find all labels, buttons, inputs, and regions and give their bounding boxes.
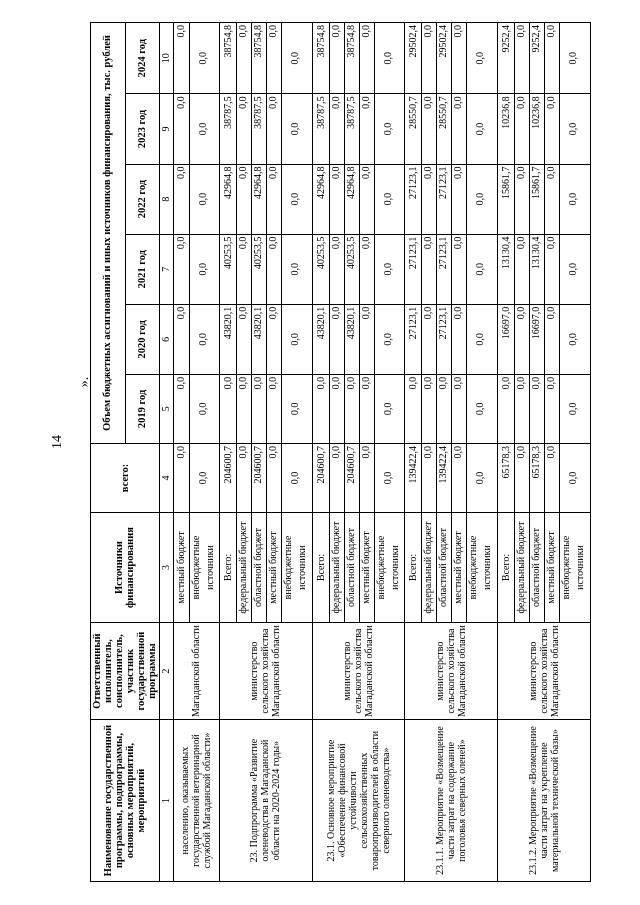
value-cell: 42964,8 <box>252 165 267 234</box>
value-cell: 0,0 <box>197 122 209 136</box>
value-cell: 0,0 <box>515 305 530 374</box>
value-cell: 27123,1 <box>407 165 422 234</box>
header-year-2021: 2021 год <box>125 234 160 304</box>
source-label: местный бюджет <box>452 513 467 622</box>
table-row <box>174 23 220 882</box>
column-number: 6 <box>160 304 174 374</box>
source-label: Всего: <box>407 513 422 622</box>
row-values-col-8 <box>498 164 591 234</box>
row-values-col-8 <box>312 164 405 234</box>
row-values-col-4 <box>219 443 312 512</box>
value-cell: 0,0 <box>422 94 437 163</box>
source-label: внебюджетные источники <box>190 535 216 600</box>
value-cell: 16697,0 <box>530 305 545 374</box>
value-cell: 0,0 <box>315 375 330 443</box>
value-cell: 0,0 <box>568 471 580 485</box>
row-sources <box>312 512 405 622</box>
value-cell: 0,0 <box>475 122 487 136</box>
value-cell: 0,0 <box>360 23 375 93</box>
value-cell: 29502,4 <box>437 23 452 93</box>
row-values-col-7 <box>219 234 312 304</box>
source-label: Всего: <box>315 513 330 622</box>
row-responsible: министерство сельского хозяйства Магаданской области <box>312 623 405 720</box>
row-values-col-9 <box>312 94 405 164</box>
value-cell: 10236,8 <box>530 94 545 163</box>
value-cell: 0,0 <box>382 192 394 206</box>
value-cell: 0,0 <box>500 375 515 443</box>
value-cell: 43820,1 <box>222 305 237 374</box>
value-cell: 65178,3 <box>530 444 545 512</box>
column-number: 4 <box>160 443 174 512</box>
value-cell: 0,0 <box>360 94 375 163</box>
value-cell: 27123,1 <box>437 305 452 374</box>
value-cell: 28550,7 <box>407 94 422 163</box>
row-values-col-8 <box>219 164 312 234</box>
source-label: федеральный бюджет <box>330 513 345 622</box>
source-label: внебюджетные источники <box>375 535 401 600</box>
value-cell: 0,0 <box>345 375 360 443</box>
value-cell: 0,0 <box>422 165 437 234</box>
source-label: внебюджетные источники <box>282 535 308 600</box>
table-row <box>405 23 498 882</box>
value-cell: 29502,4 <box>407 23 422 93</box>
value-cell: 43820,1 <box>315 305 330 374</box>
row-sources <box>405 512 498 622</box>
value-cell: 0,0 <box>452 375 467 443</box>
value-cell: 0,0 <box>197 333 209 346</box>
value-cell: 0,0 <box>515 94 530 163</box>
source-label: местный бюджет <box>360 513 375 622</box>
value-cell: 0,0 <box>422 444 437 512</box>
value-cell: 0,0 <box>452 235 467 304</box>
column-number: 3 <box>160 512 174 622</box>
source-label: федеральный бюджет <box>422 513 437 622</box>
value-cell: 0,0 <box>437 375 452 443</box>
value-cell: 0,0 <box>289 471 301 485</box>
value-cell: 0,0 <box>545 165 560 234</box>
value-cell: 0,0 <box>360 165 375 234</box>
value-cell: 0,0 <box>545 444 560 512</box>
row-values-col-6 <box>219 304 312 374</box>
value-cell: 0,0 <box>267 23 282 93</box>
value-cell: 204600,7 <box>345 444 360 512</box>
row-values-col-5 <box>174 374 220 443</box>
value-cell: 9252,4 <box>500 23 515 93</box>
value-cell: 0,0 <box>330 23 345 93</box>
row-values-col-5 <box>498 374 591 443</box>
value-cell: 0,0 <box>530 375 545 443</box>
value-cell: 13130,4 <box>530 235 545 304</box>
value-cell: 0,0 <box>475 192 487 206</box>
value-cell: 0,0 <box>237 165 252 234</box>
header-sources: Источники финансирования <box>91 512 160 622</box>
header-total: всего: <box>91 443 160 512</box>
row-values-col-4 <box>312 443 405 512</box>
value-cell: 40253,5 <box>345 235 360 304</box>
value-cell: 40253,5 <box>222 235 237 304</box>
value-cell: 0,0 <box>452 165 467 234</box>
row-values-col-4 <box>174 443 220 512</box>
value-cell: 0,0 <box>515 165 530 234</box>
value-cell: 27123,1 <box>407 305 422 374</box>
value-cell: 0,0 <box>175 444 190 512</box>
value-cell: 0,0 <box>475 262 487 276</box>
column-number: 2 <box>160 623 174 720</box>
value-cell: 0,0 <box>407 375 422 443</box>
row-values-col-10 <box>174 23 220 94</box>
column-number: 8 <box>160 164 174 234</box>
header-year-2023: 2023 год <box>125 94 160 164</box>
source-label: областной бюджет <box>252 513 267 622</box>
row-values-col-7 <box>498 234 591 304</box>
value-cell: 0,0 <box>475 51 487 65</box>
row-name: населению, оказываемых государственной ветеринарной службой Магаданской области» <box>174 720 220 882</box>
value-cell: 0,0 <box>289 51 301 65</box>
row-values-col-7 <box>312 234 405 304</box>
row-values-col-9 <box>498 94 591 164</box>
value-cell: 204600,7 <box>222 444 237 512</box>
budget-table <box>90 22 591 882</box>
row-sources <box>498 512 591 622</box>
value-cell: 0,0 <box>475 471 487 485</box>
row-values-col-4 <box>405 443 498 512</box>
value-cell: 15861,7 <box>500 165 515 234</box>
row-name: 23.1.2. Мероприятие «Возмещение части затрат на укрепление материальной технической базы» <box>498 720 591 882</box>
value-cell: 0,0 <box>267 444 282 512</box>
value-cell: 0,0 <box>568 192 580 206</box>
closing-mark: ». <box>77 376 92 388</box>
row-sources <box>174 512 220 622</box>
value-cell: 0,0 <box>289 192 301 206</box>
value-cell: 0,0 <box>422 305 437 374</box>
value-cell: 40253,5 <box>315 235 330 304</box>
row-values-col-8 <box>405 164 498 234</box>
value-cell: 0,0 <box>175 235 190 304</box>
source-label: областной бюджет <box>345 513 360 622</box>
value-cell: 0,0 <box>382 122 394 136</box>
source-label: местный бюджет <box>175 513 190 622</box>
row-values-col-10 <box>405 23 498 94</box>
source-label: областной бюджет <box>437 513 452 622</box>
value-cell: 0,0 <box>452 94 467 163</box>
row-values-col-7 <box>405 234 498 304</box>
header-volume: Объем бюджетных ассигнований и иных источников финансирования, тыс. рублей <box>91 23 126 444</box>
value-cell: 0,0 <box>545 235 560 304</box>
row-name: 23. Подпрограмма «Развитие оленеводства в Магаданской области на 2020-2024 годы» <box>219 720 312 882</box>
source-label: федеральный бюджет <box>515 513 530 622</box>
value-cell: 0,0 <box>515 444 530 512</box>
value-cell: 65178,3 <box>500 444 515 512</box>
value-cell: 13130,4 <box>500 235 515 304</box>
value-cell: 0,0 <box>360 305 375 374</box>
value-cell: 10236,8 <box>500 94 515 163</box>
value-cell: 0,0 <box>475 333 487 346</box>
value-cell: 0,0 <box>289 122 301 136</box>
value-cell: 38787,5 <box>222 94 237 163</box>
header-year-2019: 2019 год <box>125 374 160 443</box>
value-cell: 0,0 <box>545 305 560 374</box>
row-name: 23.1.1. Мероприятие «Возмещение части затрат на содержание поголовья северных оленей» <box>405 720 498 882</box>
row-values-col-10 <box>219 23 312 94</box>
value-cell: 38754,8 <box>252 23 267 93</box>
row-values-col-5 <box>405 374 498 443</box>
row-responsible: министерство сельского хозяйства Магаданской области <box>219 623 312 720</box>
value-cell: 0,0 <box>222 375 237 443</box>
value-cell: 0,0 <box>422 375 437 443</box>
value-cell: 0,0 <box>360 444 375 512</box>
row-values-col-9 <box>219 94 312 164</box>
value-cell: 0,0 <box>197 262 209 276</box>
value-cell: 42964,8 <box>315 165 330 234</box>
value-cell: 38787,5 <box>252 94 267 163</box>
value-cell: 0,0 <box>330 444 345 512</box>
row-responsible: министерство сельского хозяйства Магаданской области <box>405 623 498 720</box>
row-values-col-10 <box>312 23 405 94</box>
source-label: местный бюджет <box>545 513 560 622</box>
table-row <box>219 23 312 882</box>
value-cell: 0,0 <box>175 23 190 93</box>
value-cell: 0,0 <box>422 235 437 304</box>
value-cell: 0,0 <box>382 262 394 276</box>
source-label: Всего: <box>222 513 237 622</box>
value-cell: 0,0 <box>197 51 209 65</box>
value-cell: 0,0 <box>515 23 530 93</box>
value-cell: 27123,1 <box>407 235 422 304</box>
column-number-row <box>160 23 174 882</box>
value-cell: 0,0 <box>237 305 252 374</box>
value-cell: 204600,7 <box>315 444 330 512</box>
header-year-2022: 2022 год <box>125 164 160 234</box>
header-row-1 <box>91 23 126 882</box>
value-cell: 0,0 <box>330 305 345 374</box>
value-cell: 27123,1 <box>437 165 452 234</box>
value-cell: 0,0 <box>267 375 282 443</box>
value-cell: 0,0 <box>175 305 190 374</box>
row-name: 23.1. Основное мероприятие «Обеспечение финансовой устойчивости сельскохозяйственных товаропроизводителей в области северного оленеводства» <box>312 720 405 882</box>
value-cell: 0,0 <box>475 402 487 416</box>
value-cell: 0,0 <box>382 333 394 346</box>
value-cell: 0,0 <box>330 94 345 163</box>
value-cell: 0,0 <box>360 235 375 304</box>
value-cell: 0,0 <box>175 94 190 163</box>
row-values-col-5 <box>219 374 312 443</box>
header-name: Наименование государственной программы, подпрограммы, основных мероприятий, мероприятий <box>91 720 160 882</box>
value-cell: 0,0 <box>568 262 580 276</box>
value-cell: 0,0 <box>452 23 467 93</box>
value-cell: 0,0 <box>452 305 467 374</box>
value-cell: 0,0 <box>267 305 282 374</box>
table-row <box>312 23 405 882</box>
value-cell: 42964,8 <box>345 165 360 234</box>
value-cell: 0,0 <box>422 23 437 93</box>
value-cell: 38787,5 <box>315 94 330 163</box>
row-values-col-6 <box>174 304 220 374</box>
value-cell: 38754,8 <box>315 23 330 93</box>
value-cell: 43820,1 <box>345 305 360 374</box>
column-number: 5 <box>160 374 174 443</box>
row-responsible: министерство сельского хозяйства Магаданской области <box>498 623 591 720</box>
value-cell: 0,0 <box>382 471 394 485</box>
value-cell: 0,0 <box>175 165 190 234</box>
value-cell: 0,0 <box>330 235 345 304</box>
value-cell: 0,0 <box>237 375 252 443</box>
value-cell: 0,0 <box>252 375 267 443</box>
row-values-col-5 <box>312 374 405 443</box>
value-cell: 16697,0 <box>500 305 515 374</box>
value-cell: 0,0 <box>289 402 301 416</box>
source-label: областной бюджет <box>530 513 545 622</box>
row-values-col-7 <box>174 234 220 304</box>
value-cell: 38754,8 <box>222 23 237 93</box>
row-values-col-6 <box>498 304 591 374</box>
column-number: 1 <box>160 720 174 882</box>
source-label: внебюджетные источники <box>561 535 587 600</box>
value-cell: 43820,1 <box>252 305 267 374</box>
value-cell: 38787,5 <box>345 94 360 163</box>
value-cell: 0,0 <box>452 444 467 512</box>
source-label: Всего: <box>500 513 515 622</box>
value-cell: 0,0 <box>568 122 580 136</box>
value-cell: 0,0 <box>289 262 301 276</box>
value-cell: 0,0 <box>568 333 580 346</box>
row-values-col-9 <box>405 94 498 164</box>
value-cell: 0,0 <box>197 192 209 206</box>
value-cell: 0,0 <box>515 235 530 304</box>
table-body <box>174 23 591 882</box>
source-label: федеральный бюджет <box>237 513 252 622</box>
column-number: 9 <box>160 94 174 164</box>
row-values-col-9 <box>174 94 220 164</box>
value-cell: 139422,4 <box>407 444 422 512</box>
value-cell: 0,0 <box>289 333 301 346</box>
header-responsible: Ответственный исполнитель, соисполнитель, участник государственной программы <box>91 623 160 720</box>
value-cell: 139422,4 <box>437 444 452 512</box>
value-cell: 0,0 <box>267 165 282 234</box>
value-cell: 0,0 <box>545 94 560 163</box>
value-cell: 0,0 <box>197 402 209 416</box>
value-cell: 0,0 <box>382 51 394 65</box>
value-cell: 204600,7 <box>252 444 267 512</box>
value-cell: 0,0 <box>568 402 580 416</box>
value-cell: 0,0 <box>237 444 252 512</box>
column-number: 10 <box>160 23 174 94</box>
source-label: внебюджетные источники <box>468 535 494 600</box>
value-cell: 0,0 <box>237 235 252 304</box>
value-cell: 42964,8 <box>222 165 237 234</box>
value-cell: 0,0 <box>515 375 530 443</box>
value-cell: 0,0 <box>330 375 345 443</box>
value-cell: 28550,7 <box>437 94 452 163</box>
row-values-col-8 <box>174 164 220 234</box>
value-cell: 0,0 <box>237 23 252 93</box>
column-number: 7 <box>160 234 174 304</box>
header-year-2024: 2024 год <box>125 23 160 94</box>
row-values-col-6 <box>312 304 405 374</box>
page-number: 14 <box>50 435 65 449</box>
value-cell: 0,0 <box>175 375 190 443</box>
table-row <box>498 23 591 882</box>
value-cell: 38754,8 <box>345 23 360 93</box>
value-cell: 15861,7 <box>530 165 545 234</box>
value-cell: 0,0 <box>545 375 560 443</box>
source-label: местный бюджет <box>267 513 282 622</box>
value-cell: 9252,4 <box>530 23 545 93</box>
row-values-col-10 <box>498 23 591 94</box>
rotated-table-container <box>90 22 587 882</box>
header-year-2020: 2020 год <box>125 304 160 374</box>
value-cell: 0,0 <box>360 375 375 443</box>
value-cell: 0,0 <box>237 94 252 163</box>
row-sources <box>219 512 312 622</box>
value-cell: 27123,1 <box>437 235 452 304</box>
value-cell: 0,0 <box>197 471 209 485</box>
value-cell: 0,0 <box>545 23 560 93</box>
value-cell: 40253,5 <box>252 235 267 304</box>
value-cell: 0,0 <box>267 235 282 304</box>
value-cell: 0,0 <box>267 94 282 163</box>
row-responsible: Магаданской области <box>174 623 220 720</box>
row-values-col-4 <box>498 443 591 512</box>
value-cell: 0,0 <box>330 165 345 234</box>
value-cell: 0,0 <box>382 402 394 416</box>
row-values-col-6 <box>405 304 498 374</box>
value-cell: 0,0 <box>568 51 580 65</box>
